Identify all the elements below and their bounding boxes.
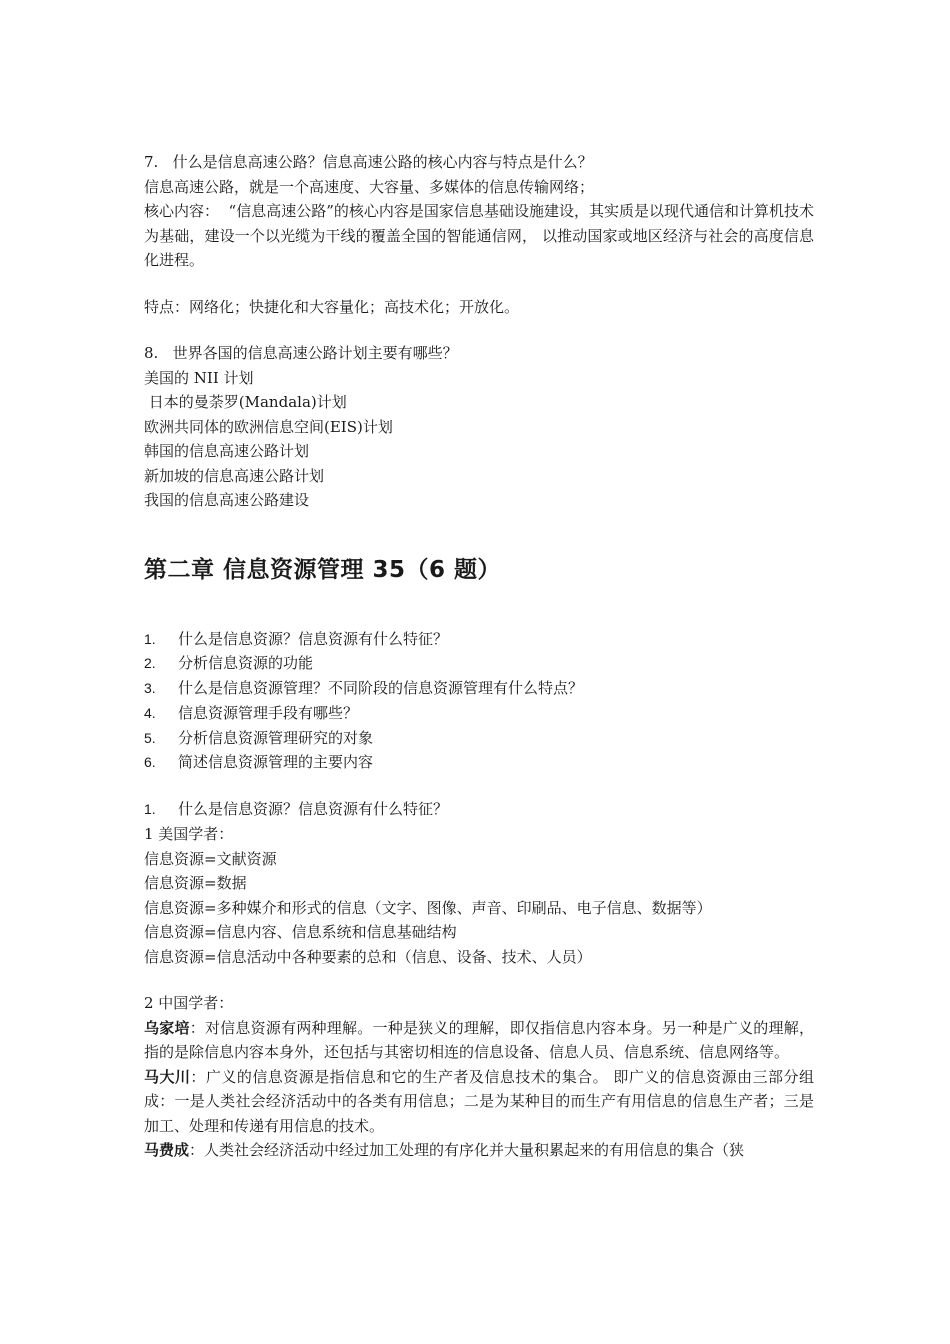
q7-definition: 信息高速公路，就是一个高速度、大容量、多媒体的信息传输网络；: [144, 177, 595, 196]
question-item: [144, 750, 814, 775]
question-number: 2.: [144, 655, 156, 672]
question-number: 1.: [144, 630, 156, 647]
us-scholars-heading: 1 美国学者：: [144, 825, 234, 844]
cn-scholars-list: [144, 1016, 814, 1163]
question-text: 什么是信息资源？信息资源有什么特征？: [178, 629, 449, 648]
question-item: [144, 651, 814, 676]
us-definition-item: 信息资源=信息内容、信息系统和信息基础结构: [144, 923, 457, 942]
scholar-name: 马大川: [144, 1067, 191, 1086]
q8-plan-item: 美国的 NII 计划: [144, 368, 254, 387]
question-item: [144, 627, 814, 652]
question-text: 分析信息资源管理研究的对象: [178, 728, 374, 747]
q7-features: 特点：网络化；快捷化和大容量化；高技术化；开放化。: [144, 297, 520, 316]
q8-plan-item: 我国的信息高速公路建设: [144, 491, 310, 509]
q8-plan-item: 日本的曼荼罗(Mandala)计划: [144, 393, 347, 411]
question-text: 什么是信息资源？信息资源有什么特征？: [178, 800, 449, 819]
document-page: [144, 150, 814, 1163]
question-number: 4.: [144, 704, 156, 721]
question-number: 5.: [144, 729, 156, 746]
question-text: 分析信息资源的功能: [178, 654, 314, 673]
q7-core-content: 核心内容： “信息高速公路”的核心内容是国家信息基础设施建设，其实质是以现代通信和计算机技术为基础，建设一个以光缆为干线的覆盖全国的智能通信网， 以推动国家或地区经济与社会的高度信息化进程。: [144, 202, 814, 269]
question-text: 信息资源管理手段有哪些？: [178, 703, 359, 722]
q8-plan-item: 韩国的信息高速公路计划: [144, 442, 310, 460]
chapter-2-title: 第二章 信息资源管理 35（6 题）: [144, 556, 502, 583]
us-definition-item: 信息资源=信息活动中各种要素的总和（信息、设备、技术、人员）: [144, 947, 592, 966]
q8-plan-item: 新加坡的信息高速公路计划: [144, 466, 325, 485]
cn-scholar-entry: [144, 1065, 814, 1139]
q7-question: 7. 什么是信息高速公路？信息高速公路的核心内容与特点是什么？: [144, 153, 593, 171]
question-item: [144, 726, 814, 751]
question-text: 简述信息资源管理的主要内容: [178, 753, 374, 772]
answer-1-question: [144, 797, 814, 822]
scholar-name: 乌家培: [144, 1018, 190, 1037]
scholar-definition: 广义的信息资源是指信息和它的生产者及信息技术的集合。 即广义的信息资源由三部分组成：一是人类社会经济活动中的各类有用信息；二是为某种目的而生产有用信息的信息生产者；三是加工、处理和传递有用信息的技术。: [144, 1067, 814, 1135]
question-item: [144, 701, 814, 726]
chapter-2-question-list: [144, 627, 814, 776]
us-scholars-list: [144, 847, 814, 970]
scholar-separator: ：: [189, 1141, 205, 1160]
question-number: 6.: [144, 754, 156, 771]
question-item: [144, 676, 814, 701]
scholar-name: 马费成: [144, 1141, 190, 1160]
cn-scholars-heading: 2 中国学者：: [144, 994, 234, 1013]
q8-question: 8. 世界各国的信息高速公路计划主要有哪些？: [144, 344, 458, 362]
question-number: 3.: [144, 680, 156, 697]
cn-scholar-entry: [144, 1016, 814, 1065]
scholar-definition: 对信息资源有两种理解。一种是狭义的理解，即仅指信息内容本身。另一种是广义的理解，指的是除信息内容本身外，还包括与其密切相连的信息设备、信息人员、信息系统、信息网络等。: [144, 1018, 814, 1062]
q8-plan-list: [144, 366, 814, 513]
us-definition-item: 信息资源=文献资源: [144, 849, 277, 868]
q8-plan-item: 欧洲共同体的欧洲信息空间(EIS)计划: [144, 417, 393, 436]
question-number: 1.: [144, 801, 156, 818]
scholar-separator: ：: [189, 1018, 205, 1037]
scholar-definition: 人类社会经济活动中经过加工处理的有序化并大量积累起来的有用信息的集合（狭: [204, 1141, 745, 1160]
scholar-separator: ：: [190, 1067, 206, 1086]
us-definition-item: 信息资源=数据: [144, 874, 247, 893]
question-text: 什么是信息资源管理？不同阶段的信息资源管理有什么特点？: [178, 679, 584, 698]
cn-scholar-entry: [144, 1138, 814, 1163]
us-definition-item: 信息资源=多种媒介和形式的信息（文字、图像、声音、印刷品、电子信息、数据等）: [144, 898, 712, 917]
